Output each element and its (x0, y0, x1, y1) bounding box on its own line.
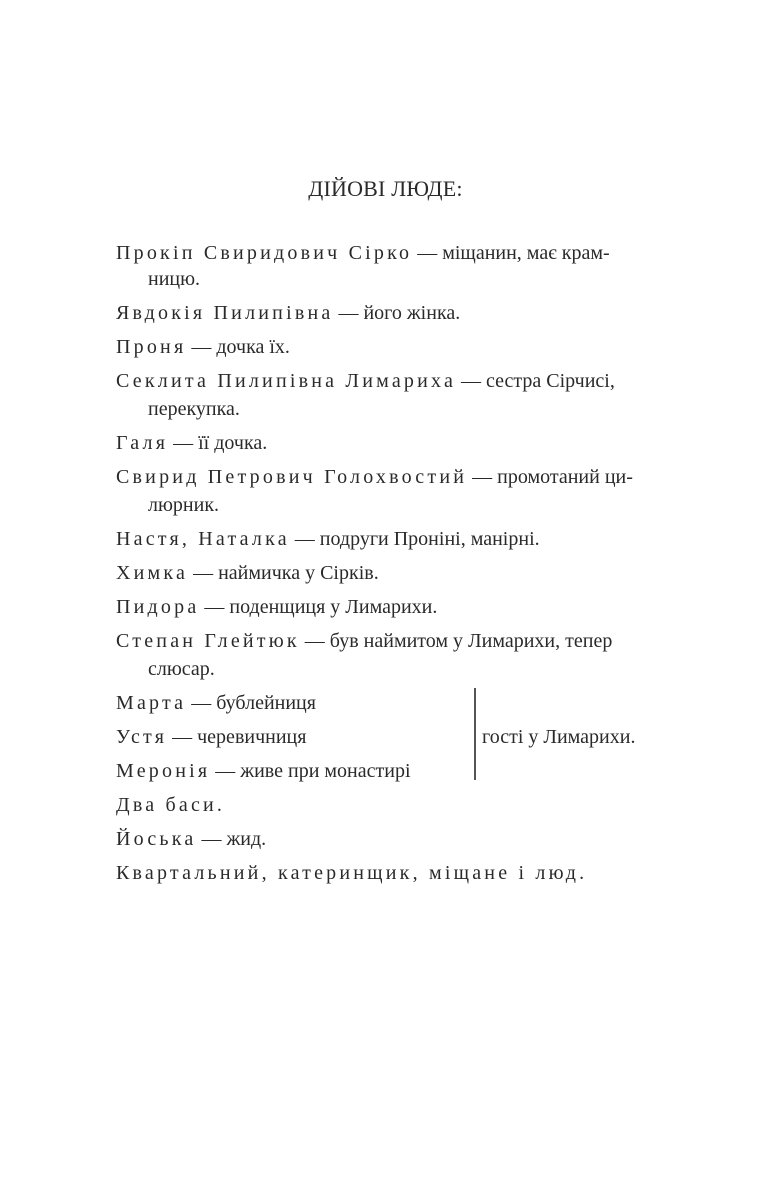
character-name: Меронія (116, 760, 211, 782)
character-entry (116, 330, 696, 364)
character-description: — дочка їх. (186, 336, 290, 358)
character-description-continuation: люрник. (148, 494, 220, 516)
character-description: — був наймитом у Лимарихи, тепер (299, 630, 613, 652)
character-entry (116, 556, 696, 590)
character-name: Марта (116, 692, 187, 714)
character-description: — подруги Проніні, манірні. (289, 528, 540, 550)
character-name: Явдокія Пилипівна (116, 302, 334, 324)
page-title: ДІЙОВІ ЛЮДЕ: (308, 176, 463, 201)
character-name: Секлита Пилипівна Лимариха (116, 370, 457, 392)
group-bracket-line (474, 688, 476, 780)
character-entry (116, 686, 696, 720)
character-name: Химка (116, 562, 189, 584)
character-description-continuation: слюсар. (148, 658, 215, 680)
character-description: — міщанин, має крам- (412, 242, 610, 264)
character-name: Степан Глейтюк (116, 630, 300, 652)
character-description-continuation: перекупка. (148, 398, 240, 420)
character-name: Два баси. (116, 794, 226, 816)
character-entry (116, 856, 696, 890)
character-name: Свирид Петрович Голохвостий (116, 466, 468, 488)
character-description: — жид. (196, 828, 267, 850)
character-name: Устя (116, 726, 168, 748)
character-entry (116, 236, 696, 270)
character-name: Пидора (116, 596, 200, 618)
character-entry (116, 426, 696, 460)
character-description: — сестра Сірчисі, (456, 370, 615, 392)
character-entry (116, 590, 696, 624)
character-name: Настя, Наталка (116, 528, 290, 550)
character-description: — живе при монастирі (210, 760, 411, 782)
character-description-continuation: ницю. (148, 268, 201, 290)
character-name: Прокіп Свиридович Сірко (116, 242, 413, 264)
character-description: — наймичка у Сірків. (188, 562, 379, 584)
character-entry (116, 788, 696, 822)
character-description: — промотаний ци- (467, 466, 633, 488)
character-entry (116, 754, 696, 788)
character-name: Квартальний, катеринщик, міщане і люд. (116, 862, 588, 884)
character-description: — поденщиця у Лимарихи. (199, 596, 438, 618)
character-name: Проня (116, 336, 187, 358)
character-entry (116, 522, 696, 556)
character-entry (116, 822, 696, 856)
character-entry (116, 296, 696, 330)
character-description: — черевичниця (167, 726, 307, 748)
group-note: гості у Лимарихи. (482, 726, 636, 748)
character-name: Йоська (116, 828, 197, 850)
character-name: Галя (116, 432, 169, 454)
character-description: — її дочка. (168, 432, 268, 454)
character-description: — його жінка. (333, 302, 461, 324)
character-description: — бублейниця (186, 692, 316, 714)
